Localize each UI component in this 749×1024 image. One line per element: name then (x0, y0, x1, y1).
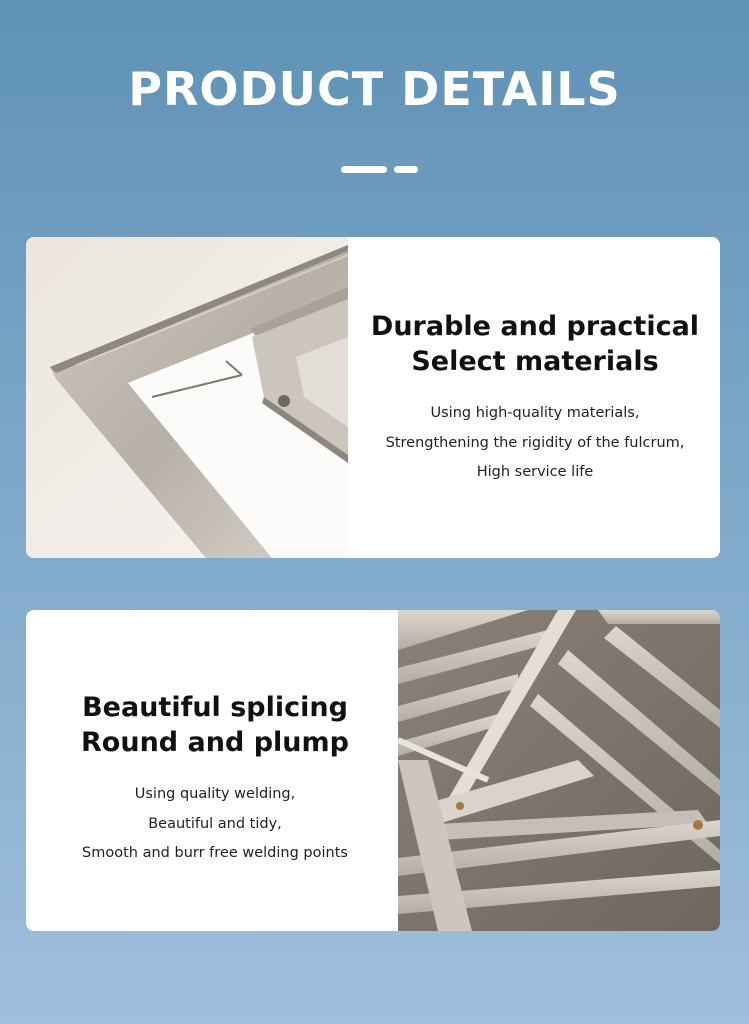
card-headline (34, 690, 396, 760)
desc-line-2: Beautiful and tidy, (148, 815, 282, 832)
title-divider-long (341, 166, 387, 173)
desc-line-3: Smooth and burr free welding points (82, 845, 348, 861)
headline-line-2: Round and plump (81, 727, 349, 758)
card-description (34, 780, 396, 869)
headline-line-1: Durable and practical (370, 311, 700, 342)
desc-line-1: Using high-quality materials, (430, 405, 640, 421)
vent-corner-photo (26, 237, 348, 558)
feature-card-materials (26, 237, 720, 558)
card-headline (354, 309, 716, 379)
materials-text (354, 309, 716, 488)
headline-line-2: Select materials (411, 346, 659, 377)
card-description (354, 399, 716, 488)
splicing-text (34, 690, 396, 869)
feature-card-splicing (26, 610, 720, 931)
louver-grille-photo (398, 610, 720, 931)
desc-line-3: High service life (476, 464, 594, 480)
desc-line-1: Using quality welding, (134, 786, 296, 802)
desc-line-2: Strengthening the rigidity of the fulcrum, (385, 434, 685, 451)
headline-line-1: Beautiful splicing (82, 692, 348, 723)
title-divider-short (394, 166, 418, 173)
page-title: PRODUCT DETAILS (128, 62, 621, 116)
